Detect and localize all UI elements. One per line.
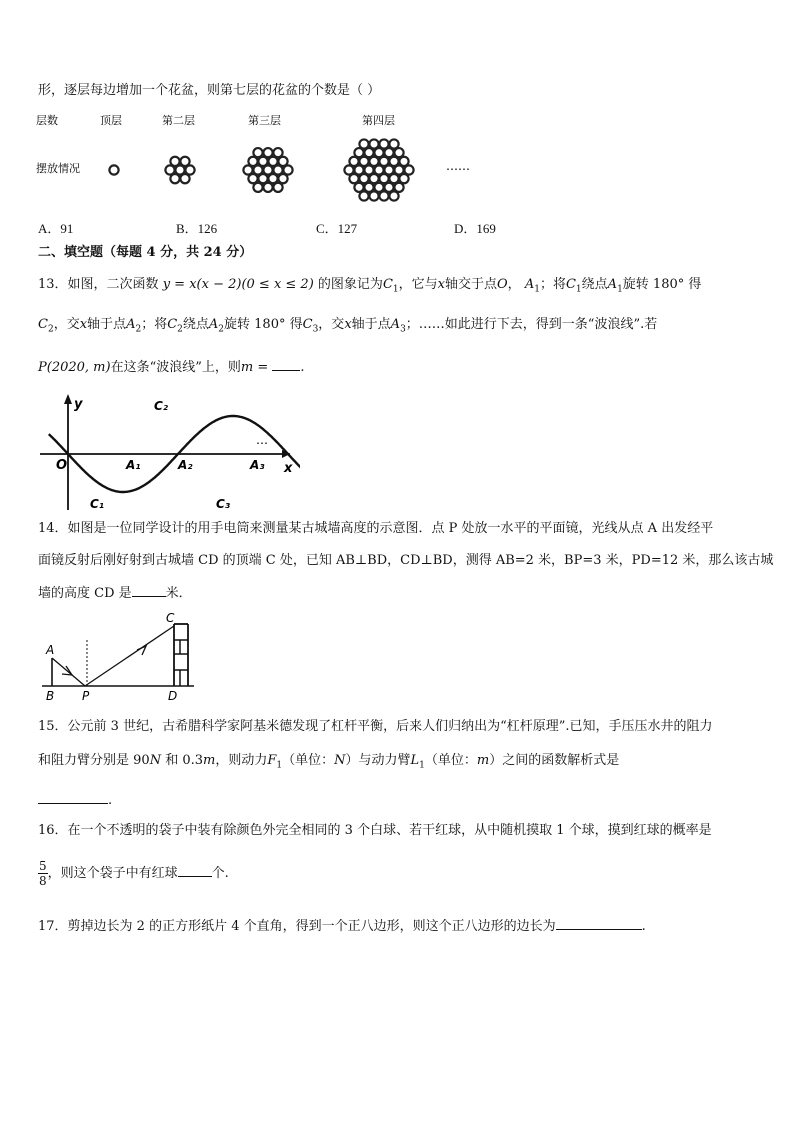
q13-label-a1: A₁ (126, 458, 141, 472)
q13-line3: P(2020, m)在这条“波浪线”上，则m = . (38, 357, 305, 377)
flower-pot (394, 183, 403, 192)
q12-arrangement-2 (165, 157, 194, 184)
flower-pot (344, 165, 353, 174)
flower-pot (248, 174, 257, 183)
q12-option-c[interactable]: C．127 (316, 221, 358, 236)
flower-pot (170, 174, 179, 183)
q12-flowerpot-arrangements (109, 139, 413, 200)
q12-arrangement-1 (109, 165, 118, 174)
flower-pot (384, 183, 393, 192)
q13-answer-blank[interactable] (272, 357, 300, 371)
flower-pot (389, 139, 398, 148)
flower-pot (109, 165, 118, 174)
q13-label-c1: C₁ (90, 497, 105, 511)
flower-pot (278, 157, 287, 166)
q14-label-p: P (82, 689, 90, 702)
q13-y-arrow (64, 394, 72, 404)
flower-pot (258, 157, 267, 166)
q12-option-d[interactable]: D．169 (454, 221, 496, 236)
flower-pot (283, 165, 292, 174)
q13-label-a3: A₃ (250, 458, 265, 472)
flower-pot (273, 148, 282, 157)
q13-label-a2: A₂ (178, 458, 193, 472)
flower-pot (364, 165, 373, 174)
q12-row2-label: 摆放情况 (36, 162, 80, 175)
flower-pot (379, 139, 388, 148)
q15-line2: 和阻力臂分别是 90N 和 0.3m，则动力$F_1$（单位：N）与动力臂$L_1$（单位：m）之间的函数解析式是 (38, 753, 620, 771)
q14-mirror-figure (38, 610, 198, 702)
q13-function: y = x(x − 2)(0 ≤ x ≤ 2) (162, 277, 314, 292)
q13-label-dots: … (256, 433, 268, 447)
q17-answer-blank[interactable] (556, 916, 642, 930)
q13-label-o: O (56, 458, 68, 473)
flower-pot (349, 157, 358, 166)
flower-pot (258, 174, 267, 183)
q14-line1: 14．如图是一位同学设计的用手电筒来测量某古城墙高度的示意图．点 P 处放一水平的平面镜，光线从点 A 出发经平 (38, 521, 714, 536)
flower-pot (359, 174, 368, 183)
q15-answer-blank[interactable] (38, 790, 108, 804)
q13-point-p: P(2020, m) (38, 360, 111, 375)
q13-label-y: y (74, 397, 83, 412)
q17-line: 17．剪掉边长为 2 的正方形纸片 4 个直角，得到一个正八边形，则这个正八边形的边长为 . (38, 916, 646, 936)
flower-pot (359, 191, 368, 200)
flower-pot (243, 165, 252, 174)
flower-pot (379, 174, 388, 183)
flower-pot (384, 165, 393, 174)
q15-line3: . (38, 790, 112, 810)
flower-pot (354, 148, 363, 157)
flower-pot (273, 165, 282, 174)
q12-level-3: 第三层 (248, 114, 281, 127)
q12-option-b[interactable]: B．126 (176, 221, 218, 236)
flower-pot (263, 165, 272, 174)
flower-pot (379, 191, 388, 200)
section-title: 二、填空题（每题 4 分，共 24 分） (38, 245, 253, 260)
q16-fraction: $\frac{5}{8}$ (39, 859, 47, 888)
q13-label-c2: C₂ (154, 399, 169, 413)
flower-pot (364, 183, 373, 192)
q13-label-x: x (284, 461, 293, 476)
flower-pot (384, 148, 393, 157)
flower-pot (374, 183, 383, 192)
q12-level-2: 第二层 (162, 114, 195, 127)
flower-pot (359, 157, 368, 166)
q16-line1: 16．在一个不透明的袋子中装有除颜色外完全相同的 3 个白球、若干红球，从中随机摸取 1 个球，摸到红球的概率是 (38, 823, 712, 838)
q14-label-b: B (46, 689, 55, 702)
flower-pot (185, 165, 194, 174)
flower-pot (180, 157, 189, 166)
q16-answer-blank[interactable] (178, 863, 212, 877)
flower-pot (374, 165, 383, 174)
flower-pot (268, 157, 277, 166)
q12-arrangement-3 (243, 148, 292, 192)
q16-line2: $\frac{5}{8}$ ，则这个袋子中有红球 个. (39, 859, 229, 888)
q14-ray-pc (85, 626, 174, 686)
flower-pot (175, 165, 184, 174)
q12-level-1: 顶层 (100, 114, 122, 127)
flower-pot (389, 191, 398, 200)
flower-pot (273, 183, 282, 192)
q13-line2: $C_2$，交x轴于点$A_2$；将$C_2$绕点$A_2$旋转 180° 得$C_3$，交x轴于点$A_3$；……如此进行下去，得到一条“波浪线”.若 (38, 317, 658, 335)
q12-ellipsis: …… (446, 159, 470, 173)
flower-pot (379, 157, 388, 166)
flower-pot (253, 148, 262, 157)
flower-pot (165, 165, 174, 174)
flower-pot (354, 165, 363, 174)
q12-level-4: 第四层 (362, 114, 395, 127)
q12-text: 形，逐层每边增加一个花盆，则第七层的花盆的个数是（ ） (38, 83, 381, 98)
flower-pot (359, 139, 368, 148)
q12-figure (34, 110, 494, 206)
flower-pot (374, 148, 383, 157)
q14-line3: 墙的高度 CD 是 米． (38, 583, 192, 603)
flower-pot (369, 157, 378, 166)
flower-pot (369, 191, 378, 200)
flower-pot (268, 174, 277, 183)
q13-wave-figure (38, 392, 300, 514)
flower-pot (170, 157, 179, 166)
flower-pot (263, 148, 272, 157)
flower-pot (404, 165, 413, 174)
flower-pot (389, 174, 398, 183)
flower-pot (389, 157, 398, 166)
flower-pot (394, 148, 403, 157)
q14-label-d: D (168, 689, 178, 702)
flower-pot (364, 148, 373, 157)
flower-pot (248, 157, 257, 166)
q12-option-a[interactable]: A．91 (38, 221, 74, 236)
q15-line1: 15．公元前 3 世纪，古希腊科学家阿基米德发现了杠杆平衡，后来人们归纳出为“杠杆原理”.已知，手压压水井的阻力 (38, 719, 713, 734)
flower-pot (369, 139, 378, 148)
q14-ray-ap (52, 658, 85, 686)
q12-arrangement-4 (344, 139, 413, 200)
flower-pot (399, 157, 408, 166)
flower-pot (394, 165, 403, 174)
flower-pot (278, 174, 287, 183)
q12-row1-label: 层数 (36, 114, 58, 127)
flower-pot (369, 174, 378, 183)
flower-pot (263, 183, 272, 192)
q14-label-c: C (166, 611, 175, 625)
q14-line2: 面镜反射后刚好射到古城墙 CD 的顶端 C 处，已知 AB⊥BD，CD⊥BD，测得 AB=2 米，BP=3 米，PD=12 米，那么该古城 (38, 553, 774, 568)
q13-line1: 13．如图，二次函数 y = x(x − 2)(0 ≤ x ≤ 2) 的图象记为$C_1$，它与x轴交于点O， $A_1$；将$C_1$绕点$A_1$旋转 180° 得 (38, 277, 702, 295)
flower-pot (399, 174, 408, 183)
q14-answer-blank[interactable] (132, 583, 166, 597)
q14-label-a: A (46, 643, 55, 657)
flower-pot (253, 165, 262, 174)
flower-pot (354, 183, 363, 192)
flower-pot (180, 174, 189, 183)
flower-pot (253, 183, 262, 192)
q13-label-c3: C₃ (216, 497, 231, 511)
flower-pot (349, 174, 358, 183)
